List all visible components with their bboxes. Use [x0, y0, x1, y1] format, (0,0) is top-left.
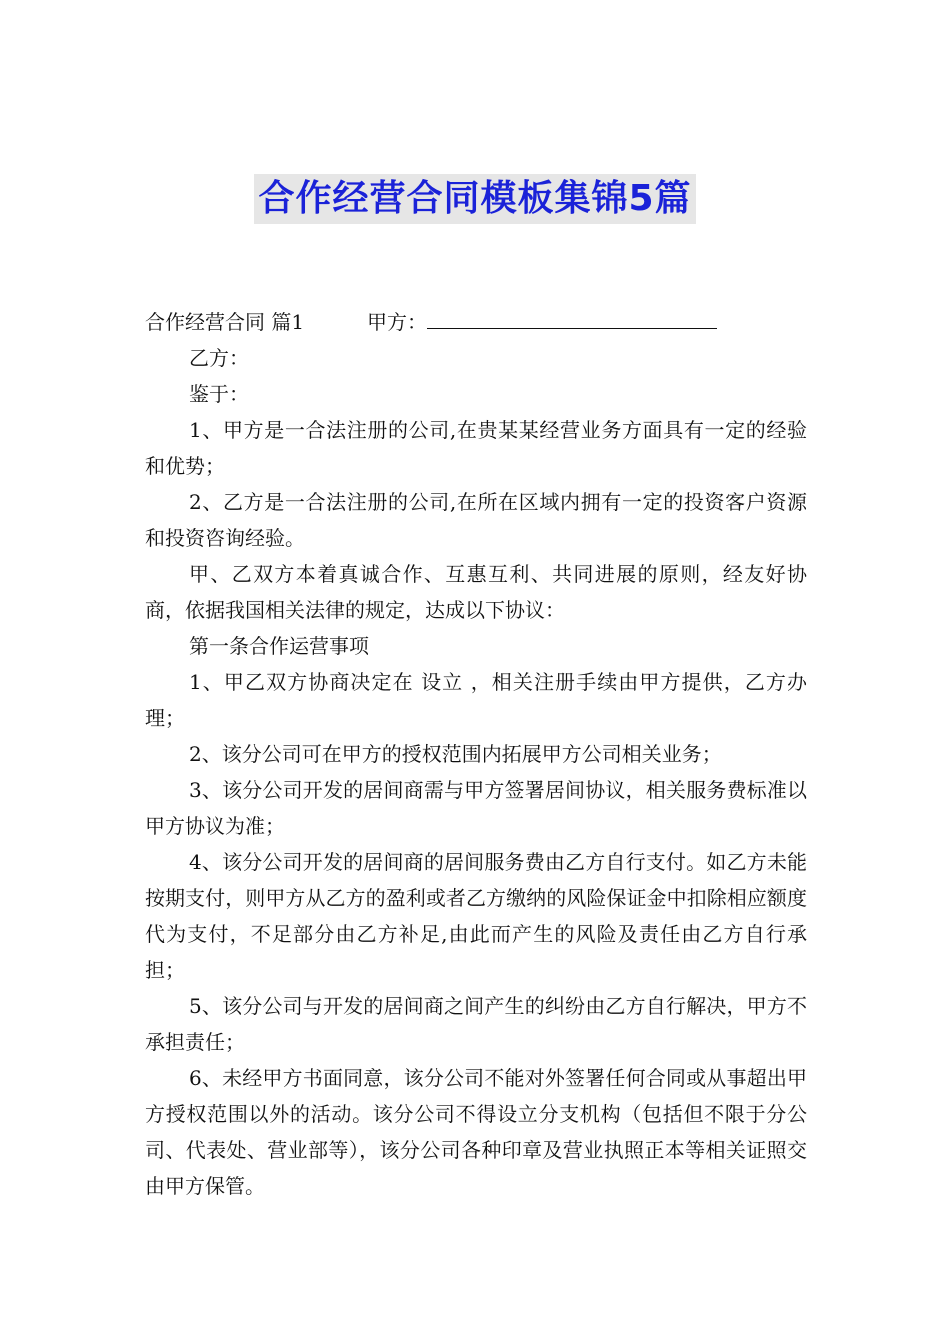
whereas-label: 鉴于：	[189, 382, 249, 406]
paragraph: 2、该分公司可在甲方的授权范围内拓展甲方公司相关业务；	[189, 742, 722, 766]
paragraph: 1、甲方是一合法注册的公司,在贵某某经营业务方面具有一定的经验和优势；	[145, 418, 807, 478]
party-a-blank	[427, 306, 717, 329]
paragraph: 4、该分公司开发的居间商的居间服务费由乙方自行支付。如乙方未能按期支付，则甲方从乙方的盈利或者乙方缴纳的风险保证金中扣除相应额度代为支付，不足部分由乙方补足,由此而产生的风险及责任由乙方自行承担；	[145, 850, 807, 982]
contract-heading: 合作经营合同 篇1	[145, 310, 305, 334]
party-b-label: 乙方：	[189, 346, 249, 370]
paragraph: 2、乙方是一合法注册的公司,在所在区域内拥有一定的投资客户资源和投资咨询经验。	[145, 490, 807, 550]
title-container	[0, 174, 950, 224]
document-body	[145, 304, 807, 1204]
paragraph: 3、该分公司开发的居间商需与甲方签署居间协议，相关服务费标准以甲方协议为准；	[145, 778, 807, 838]
document-title: 合作经营合同模板集锦5篇	[254, 174, 695, 224]
paragraph: 6、未经甲方书面同意，该分公司不能对外签署任何合同或从事超出甲方授权范围以外的活动。该分公司不得设立分支机构（包括但不限于分公司、代表处、营业部等），该分公司各种印章及营业执照正本等相关证照交由甲方保管。	[145, 1066, 807, 1198]
paragraph: 甲、乙双方本着真诚合作、互惠互利、共同进展的原则，经友好协商，依据我国相关法律的规定，达成以下协议：	[145, 562, 807, 622]
paragraph: 5、该分公司与开发的居间商之间产生的纠纷由乙方自行解决，甲方不承担责任；	[145, 994, 807, 1054]
paragraph: 1、甲乙双方协商决定在 设立 ，相关注册手续由甲方提供，乙方办理；	[145, 670, 807, 730]
party-a-line	[145, 304, 807, 340]
section-heading: 第一条合作运营事项	[189, 634, 369, 658]
party-a-label: 甲方：	[367, 310, 427, 334]
